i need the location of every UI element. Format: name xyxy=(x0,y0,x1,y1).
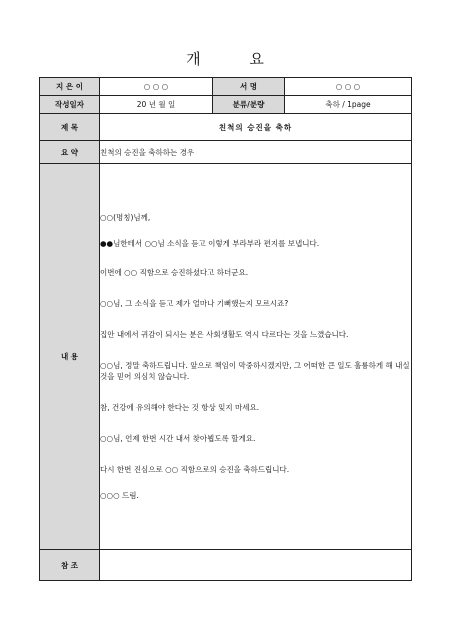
body-paragraph: 참, 건강에 유의해야 한다는 것 항상 잊지 마세요. xyxy=(100,403,260,412)
body-paragraph: ●●님한테서 ○○님 소식을 듣고 이렇게 부라부라 편지를 보냅니다. xyxy=(100,239,320,248)
body-paragraph: 다시 한번 진심으로 ○○ 직함으로의 승진을 축하드립니다. xyxy=(100,465,290,474)
document-title: 개 요 xyxy=(186,50,286,68)
reference-row xyxy=(40,550,412,581)
body-paragraph: ○○(명칭)님께, xyxy=(100,213,151,222)
body-paragraph: 집안 내에서 귀감이 되시는 분은 사회생활도 역시 다르다는 것을 느꼈습니다. xyxy=(100,330,349,339)
summary-row xyxy=(40,141,412,164)
date-label: 작성일자 xyxy=(40,96,100,114)
body-paragraph: 이번에 ○○ 직함으로 승진하셨다고 하더군요. xyxy=(100,268,249,277)
reference-value xyxy=(100,550,412,581)
subject-label: 제 목 xyxy=(40,114,100,141)
reference-label: 참 조 xyxy=(40,550,100,581)
content-label: 내 용 xyxy=(40,164,100,550)
summary-value: 친척의 승진을 축하하는 경우 xyxy=(100,141,412,164)
content-body xyxy=(100,164,412,550)
category-value: 축하 / 1page xyxy=(285,96,412,114)
author-row xyxy=(40,78,412,96)
author-label: 지 은 이 xyxy=(40,78,100,96)
date-value: 20 년 월 일 xyxy=(100,96,213,114)
book-name-value: ○ ○ ○ xyxy=(285,78,412,96)
body-paragraph: ○○님, 그 소식을 듣고 제가 얼마나 기뻐했는지 모르시죠? xyxy=(100,299,289,308)
body-paragraph: ○○님, 정말 축하드립니다. 앞으로 책임이 막중하시겠지만, 그 어떠한 큰 일도 훌륭하게 해 내실 것을 믿어 의심치 않습니다. xyxy=(100,361,410,381)
date-row xyxy=(40,96,412,114)
summary-label: 요 약 xyxy=(40,141,100,164)
subject-row xyxy=(40,114,412,141)
category-label: 분류/분량 xyxy=(213,96,285,114)
book-name-label: 서 명 xyxy=(213,78,285,96)
content-row xyxy=(40,164,412,550)
author-value: ○ ○ ○ xyxy=(100,78,213,96)
body-paragraph: ○○님, 언제 한번 시간 내서 찾아뵙도록 할게요. xyxy=(100,434,256,443)
subject-value: 친척의 승진을 축하 xyxy=(100,114,412,141)
summary-form-table xyxy=(39,77,412,581)
body-signature: ○○○ 드림. xyxy=(100,491,139,500)
